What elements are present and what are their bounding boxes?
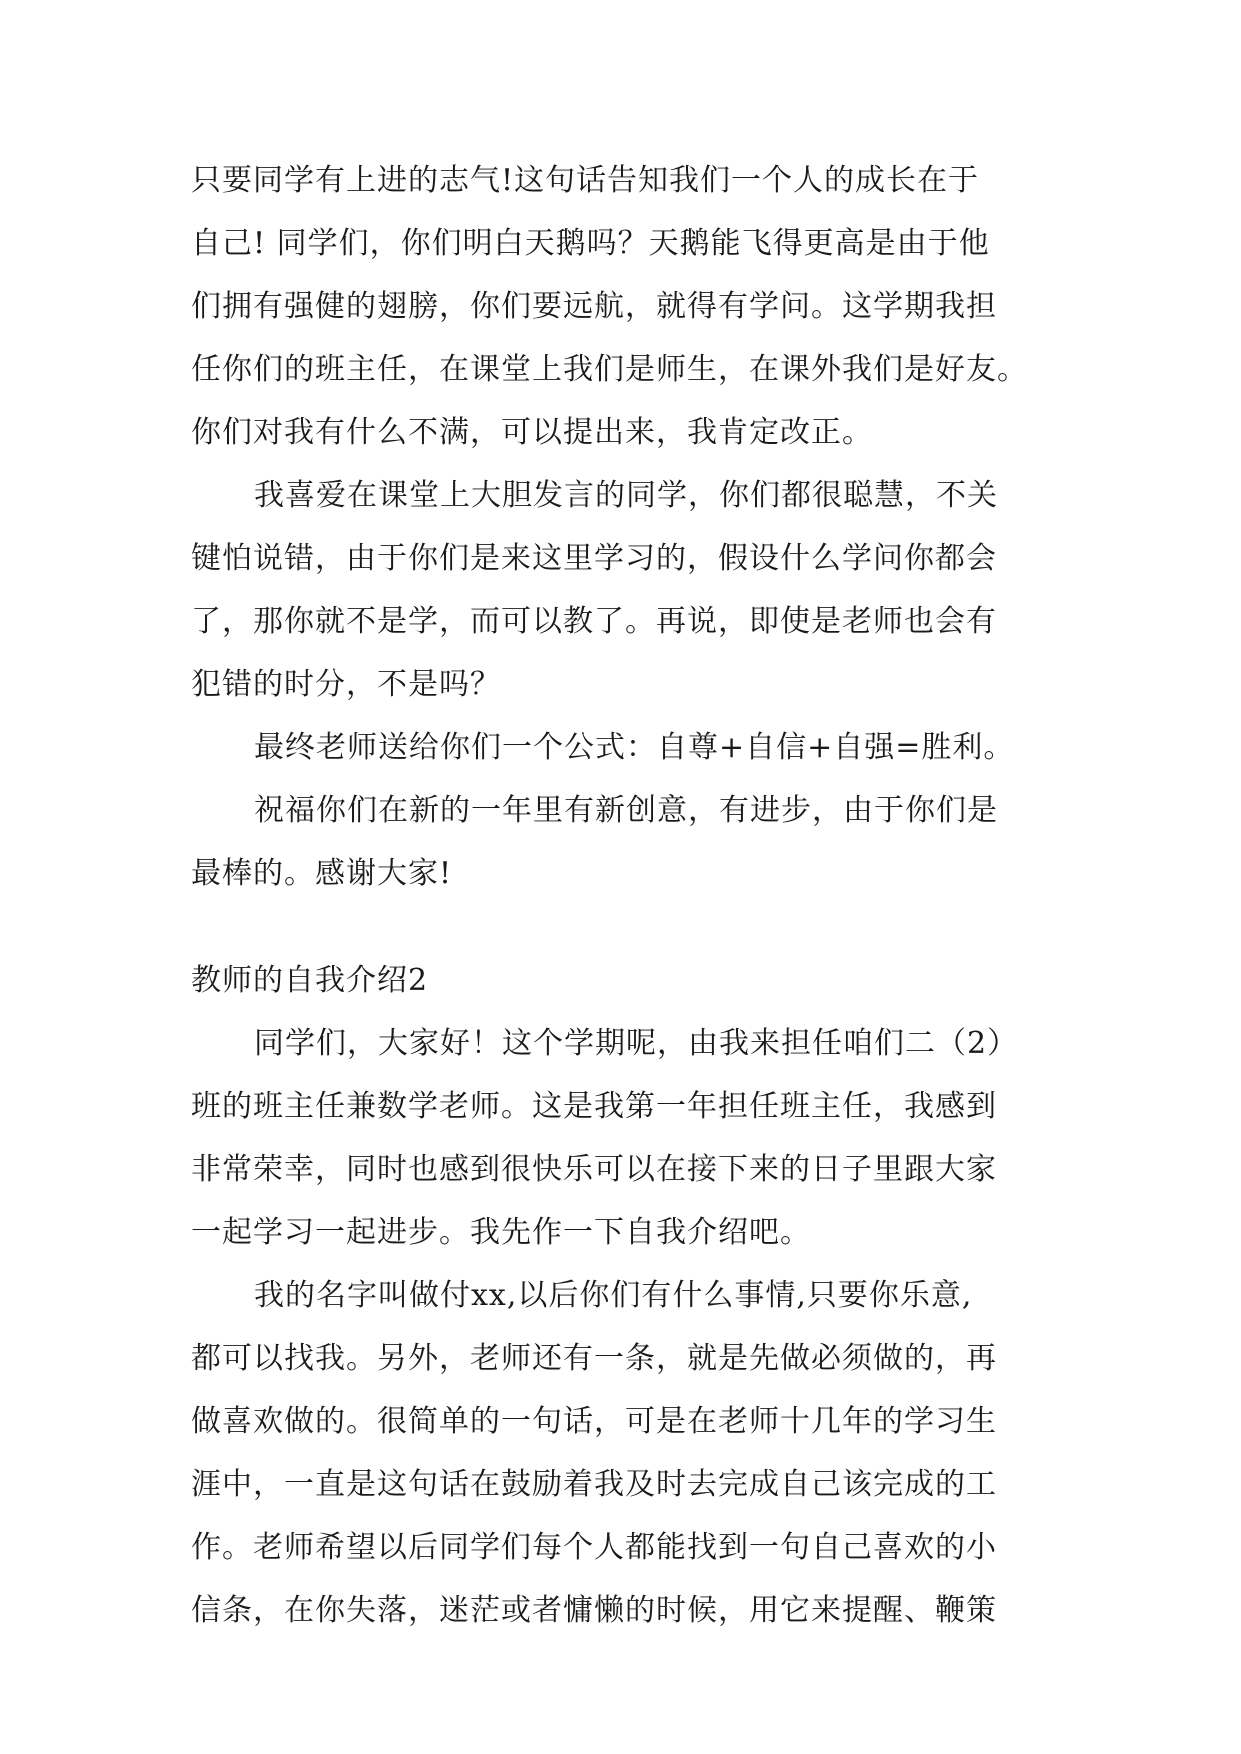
paragraph-line: 们拥有强健的翅膀，你们要远航，就得有学问。这学期我担 (191, 289, 997, 324)
paragraph-line: 一起学习一起进步。我先作一下自我介绍吧。 (191, 1215, 811, 1250)
paragraph-first-line: 同学们，大家好！这个学期呢，由我来担任咱们二（2） (254, 1026, 1019, 1061)
paragraph-line: 涯中，一直是这句话在鼓励着我及时去完成自己该完成的工 (191, 1467, 997, 1502)
paragraph-line: 自己! 同学们，你们明白天鹅吗？天鹅能飞得更高是由于他 (191, 226, 990, 261)
paragraph-line: 信条，在你失落，迷茫或者慵懒的时候，用它来提醒、鞭策 (191, 1593, 997, 1628)
paragraph-line: 了，那你就不是学，而可以教了。再说，即使是老师也会有 (191, 604, 997, 639)
paragraph-line: 班的班主任兼数学老师。这是我第一年担任班主任，我感到 (191, 1089, 997, 1124)
paragraph-line: 最棒的。感谢大家! (191, 856, 453, 891)
paragraph-first-line: 最终老师送给你们一个公式：自尊+自信+自强=胜利。 (254, 730, 1015, 765)
section-heading: 教师的自我介绍2 (191, 963, 429, 998)
paragraph-line: 犯错的时分，不是吗？ (191, 667, 501, 702)
paragraph-line: 任你们的班主任，在课堂上我们是师生，在课外我们是好友。 (191, 352, 1028, 387)
paragraph-line: 非常荣幸，同时也感到很快乐可以在接下来的日子里跟大家 (191, 1152, 997, 1187)
paragraph-first-line: 我喜爱在课堂上大胆发言的同学，你们都很聪慧，不关 (254, 478, 998, 513)
paragraph-line: 都可以找我。另外，老师还有一条，就是先做必须做的，再 (191, 1341, 997, 1376)
paragraph-first-line: 祝福你们在新的一年里有新创意，有进步，由于你们是 (254, 793, 998, 828)
paragraph-first-line: 我的名字叫做付xx,以后你们有什么事情,只要你乐意, (254, 1278, 973, 1313)
paragraph-line: 只要同学有上进的志气!这句话告知我们一个人的成长在于 (191, 163, 980, 198)
paragraph-line: 你们对我有什么不满，可以提出来，我肯定改正。 (191, 415, 873, 450)
paragraph-line: 做喜欢做的。很简单的一句话，可是在老师十几年的学习生 (191, 1404, 997, 1439)
paragraph-line: 作。老师希望以后同学们每个人都能找到一句自己喜欢的小 (191, 1530, 997, 1565)
paragraph-line: 键怕说错，由于你们是来这里学习的，假设什么学问你都会 (191, 541, 997, 576)
